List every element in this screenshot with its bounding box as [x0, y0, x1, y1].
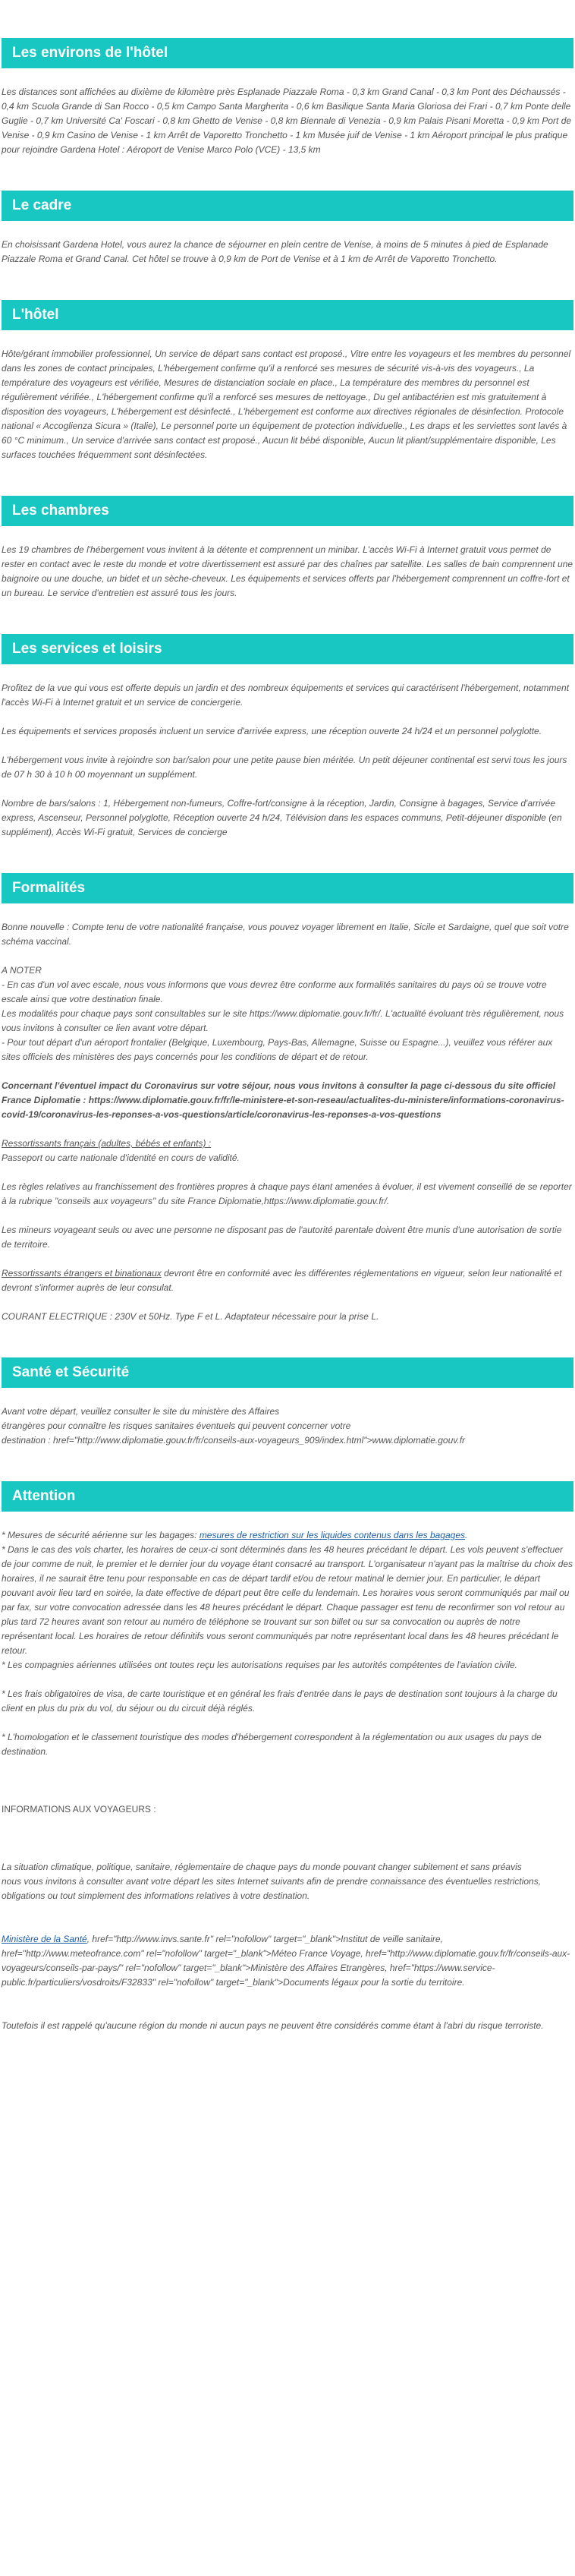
section-title-services: Les services et loisirs: [2, 634, 573, 664]
liquids-restriction-link[interactable]: mesures de restriction sur les liquides contenus dans les bagages: [199, 1530, 466, 1540]
section-chambres: [2, 496, 573, 601]
useful-links-paragraph: [2, 1932, 573, 1990]
luggage-security-paragraph: [2, 1528, 573, 1543]
services-paragraph: Profitez de la vue qui vous est offerte depuis un jardin et des nombreux équipements et services qui caractérisent l'hébergement, notamment l'accès Wi-Fi à Internet gratuit et un service de conciergerie.: [2, 683, 570, 708]
sante-line: étrangères pour connaître les risques sanitaires éventuels qui peuvent concerner votre: [2, 1420, 351, 1431]
formalites-note-heading: A NOTER: [2, 965, 42, 976]
sante-line: destination : href="http://www.diplomatie.gouv.fr/fr/conseils-aux-voyageurs_909/index.html">www.diplomatie.gouv.fr: [2, 1435, 466, 1446]
hotel-info-page: [0, 38, 575, 2048]
formalites-paragraph: Les modalités pour chaque pays sont consultables sur le site https://www.diplomatie.gouv.fr/fr/. L'actualité évoluant très régulièrement, nous vous invitons à consulter ce lien avant votre départ.: [2, 1008, 564, 1033]
environs-text: Les distances sont affichées au dixième de kilomètre près Esplanade Piazzale Roma - 0,3 km Grand Canal - 0,3 km Pont des Déchaussés - 0,4 km Scuola Grande di San Rocco - 0,5 km Campo Santa Margherita - 0,6 km Basilique Santa Maria Gloriosa dei Frari - 0,7 km Ponte delle Guglie - 0,7 km Université Ca' Foscari - 0,8 km Ghetto de Venise - 0,8 km Biennale di Venezia - 0,9 km Palais Pisani Moretta - 0,9 km Port de Venise - 0,9 km Casino de Venise - 1 km Arrêt de Vaporetto Tronchetto - 1 km Musée juif de Venise - 1 km Aéroport principal le plus pratique pour rejoindre Gardena Hotel : Aéroport de Venise Marco Polo (VCE) - 13,5 km: [2, 87, 572, 155]
ressortissants-etrangers-heading: Ressortissants étrangers et binationaux: [2, 1268, 162, 1279]
section-services: [2, 634, 573, 840]
services-paragraph: Les équipements et services proposés incluent un service d'arrivée express, une réception ouverte 24 h/24 et un personnel polyglotte.: [2, 726, 542, 736]
section-title-chambres: Les chambres: [2, 496, 573, 526]
classification-paragraph: * L'homologation et le classement touristique des modes d'hébergement correspondent à la réglementation ou aux usages du pays de destination.: [2, 1732, 542, 1757]
chambres-text: Les 19 chambres de l'hébergement vous invitent à la détente et comprennent un minibar. L'accès Wi-Fi à Internet gratuit vous permet de rester en contact avec le reste du monde et votre divertissement est assuré par des chaînes par satellite. Les salles de bain comprennent une baignoire ou une douche, un bidet et un sèche-cheveux. Les équipements et services offerts par l'hébergement comprennent un coffre-fort et un bureau. Le service d'entretien est assuré tous les jours.: [2, 544, 573, 598]
sante-line: Avant votre départ, veuillez consulter le site du ministère des Affaires: [2, 1406, 280, 1417]
travelers-info-heading: INFORMATIONS AUX VOYAGEURS :: [2, 1804, 156, 1815]
formalites-paragraph: Les mineurs voyageant seuls ou avec une personne ne disposant pas de l'autorité parentale doivent être munis d'une autorisation de sortie de territoire.: [2, 1225, 562, 1250]
luggage-security-suffix: .: [465, 1530, 468, 1540]
formalites-paragraph: Passeport ou carte nationale d'identité en cours de validité.: [2, 1152, 240, 1163]
useful-links-text: , href="http://www.invs.sante.fr" rel="nofollow" target="_blank">Institut de veille sanitaire, href="http://www.meteofrance.com" rel="nofollow" target="_blank">Méteo France Voyage, href="http://www.diplomatie.gouv.fr/fr/conseils-aux-voyageurs/conseils-par-pays/" rel="nofollow" target="_blank">Ministère des Affaires Etrangères, href="https://www.service-public.fr/particuliers/vosdroits/F32833" rel="nofollow" target="_blank">Documents légaux pour la sortie du territoire.: [2, 1934, 570, 1988]
section-attention: [2, 1481, 573, 2048]
travelers-info-paragraph: La situation climatique, politique, sanitaire, réglementaire de chaque pays du monde pouvant changer subitement et sans préavis: [2, 1862, 522, 1872]
section-title-environs: Les environs de l'hôtel: [2, 38, 573, 68]
cadre-text: En choisissant Gardena Hotel, vous aurez la chance de séjourner en plein centre de Venise, à moins de 5 minutes à pied de Esplanade Piazzale Roma et Grand Canal. Cet hôtel se trouve à 0,9 km de Port de Venise et à 1 km de Arrêt de Vaporetto Tronchetto.: [2, 239, 548, 264]
formalites-paragraph: - Pour tout départ d'un aéroport frontalier (Belgique, Luxembourg, Pays-Bas, Allemagne, Suisse ou Espagne...), veuillez vous référer aux sites officiels des ministères des pays concernés pour les conditions de départ et de retour.: [2, 1037, 553, 1062]
ressortissants-francais-heading: Ressortissants français (adultes, bébés et enfants) :: [2, 1138, 212, 1149]
airlines-paragraph: * Les compagnies aériennes utilisées ont toutes reçu les autorisations requises par les autorités compétentes de l'aviation civile.: [2, 1660, 517, 1670]
services-paragraph: L'hébergement vous invite à rejoindre son bar/salon pour une petite pause bien méritée. Un petit déjeuner continental est servi tous les jours de 07 h 30 à 10 h 00 moyennant un supplément.: [2, 755, 567, 780]
ministere-sante-link[interactable]: Ministère de la Santé: [2, 1934, 87, 1944]
section-formalites: [2, 873, 573, 1324]
charter-flights-paragraph: * Dans le cas des vols charter, les horaires de ceux-ci sont déterminés dans les 48 heures précédant le départ. Les vols peuvent s'effectuer de jour comme de nuit, le premier et le dernier jour du voyage étant consacré au transport. L'organisateur n'ayant pas la maîtrise du choix des horaires, il ne saurait être tenu pour responsable en cas de départ tardif et/ou de retour matinal le dernier jour. En particulier, le départ pouvant avoir lieu tard en soirée, la date effective de départ peut être celle du lendemain. Les horaires vous seront communiqués par mail ou par fax, sur votre convocation adressée dans les 48 heures précédant le départ. Chaque passager est tenu de reconfirmer son vol retour au plus tard 72 heures avant son retour au numéro de téléphone se trouvant sur son billet ou sur sa convocation ou auprès de notre représentant local. Les horaires de retour définitifs vous seront communiqués par notre représentant local dans les 48 heures précédant le retour.: [2, 1544, 573, 1656]
section-title-sante: Santé et Sécurité: [2, 1357, 573, 1388]
formalites-paragraph: - En cas d'un vol avec escale, nous vous informons que vous devrez être conforme aux formalités sanitaires du pays où se trouve votre escale ainsi que votre destination finale.: [2, 979, 547, 1004]
visa-fees-paragraph: * Les frais obligatoires de visa, de carte touristique et en général les frais d'entrée dans le pays de destination sont toujours à la charge du client en plus du prix du vol, du séjour ou du circuit déjà réglés.: [2, 1688, 558, 1714]
section-environs: [2, 38, 573, 157]
ressortissants-etrangers-text: devront être en conformité avec les différentes réglementations en vigueur, selon leur nationalité et devront s'informer auprès de leur consulat.: [2, 1268, 562, 1293]
section-title-attention: Attention: [2, 1481, 573, 1512]
coronavirus-notice: Concernant l'éventuel impact du Coronavirus sur votre séjour, nous vous invitons à consulter la page ci-dessous du site officiel France Diplomatie : https://www.diplomatie.gouv.fr/fr/le-ministere-et-son-reseau/actualites-du-ministere/informations-coronavirus-covid-19/coronavirus-les-reponses-a-vos-questions/article/coronavirus-les-reponses-a-vos-questions: [2, 1080, 564, 1120]
ressortissants-etrangers-paragraph: [2, 1266, 573, 1295]
electric-current-info: COURANT ELECTRIQUE : 230V et 50Hz. Type F et L. Adaptateur nécessaire pour la prise L.: [2, 1311, 379, 1322]
terrorism-warning: Toutefois il est rappelé qu'aucune région du monde ni aucun pays ne peuvent être considérés comme étant à l'abri du risque terroriste.: [2, 2020, 544, 2031]
section-title-hotel: L'hôtel: [2, 300, 573, 330]
section-title-formalites: Formalités: [2, 873, 573, 903]
formalites-paragraph: Les règles relatives au franchissement des frontières propres à chaque pays étant amenées à évoluer, il est vivement conseillé de se reporter à la rubrique "conseils aux voyageurs" du site France Diplomatie,https://www.diplomatie.gouv.fr/.: [2, 1181, 572, 1206]
hotel-text: Hôte/gérant immobilier professionnel, Un service de départ sans contact est proposé., Vitre entre les voyageurs et les membres du personnel dans les zones de contact principales, L'hébergement confirme qu'il a renforcé ses mesures de sécurité vis-à-vis des voyageurs., La température des voyageurs est vérifiée, Mesures de distanciation sociale en place., La température des membres du personnel est régulièrement vérifiée., L'hébergement confirme qu'il a renforcé ses mesures de nettoyage., Du gel antibactérien est mis gratuitement à disposition des voyageurs, L'hébergement est désinfecté., L'hébergement est conforme aux directives régionales de désinfection. Protocole national « Accoglienza Sicura » (Italie), Le personnel porte un équipement de protection individuelle., Les draps et les serviettes sont lavés à 60 °C minimum., Un service d'arrivée sans contact est proposé., Aucun lit bébé disponible, Aucun lit pliant/supplémentaire disponible, Les surfaces touchées fréquemment sont désinfectées.: [2, 348, 571, 460]
section-hotel: [2, 300, 573, 462]
section-title-cadre: Le cadre: [2, 191, 573, 221]
section-sante: [2, 1357, 573, 1448]
services-amenities-list: Nombre de bars/salons : 1, Hébergement non-fumeurs, Coffre-fort/consigne à la réception, Jardin, Consigne à bagages, Service d'arrivée express, Ascenseur, Personnel polyglotte, Réception ouverte 24 h/24, Télévision dans les espaces communs, Petit-déjeuner disponible (en supplément), Accès Wi-Fi gratuit, Services de concierge: [2, 798, 562, 837]
formalites-paragraph: Bonne nouvelle : Compte tenu de votre nationalité française, vous pouvez voyager librement en Italie, Sicile et Sardaigne, quel que soit votre schéma vaccinal.: [2, 922, 569, 947]
travelers-info-paragraph: nous vous invitons à consulter avant votre départ les sites Internet suivants afin de prendre connaissance des éventuelles restrictions, obligations ou tout simplement des informations relatives à votre destination.: [2, 1876, 542, 1901]
luggage-security-text: * Mesures de sécurité aérienne sur les bagages:: [2, 1530, 200, 1540]
section-cadre: [2, 191, 573, 266]
